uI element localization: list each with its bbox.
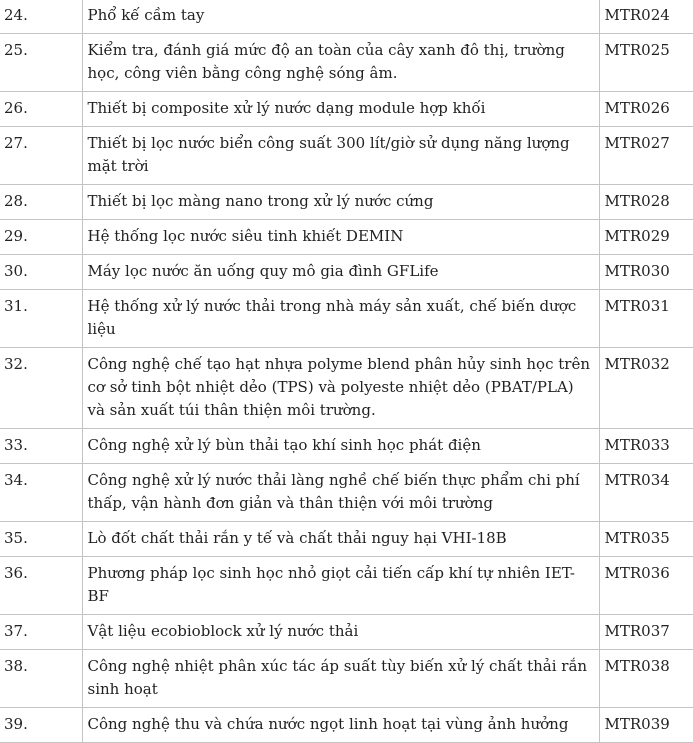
row-number: 30. xyxy=(0,255,82,290)
row-number: 28. xyxy=(0,185,82,220)
technology-name: Công nghệ chế tạo hạt nhựa polyme blend phân hủy sinh học trên cơ sở tinh bột nhiệt dẻo (TPS) và polyeste nhiệt dẻo (PBAT/PLA) và sản xuất túi thân thiện môi trường. xyxy=(82,348,599,429)
row-number: 36. xyxy=(0,557,82,615)
row-number: 31. xyxy=(0,290,82,348)
technology-name: Công nghệ xử lý bùn thải tạo khí sinh học phát điện xyxy=(82,429,599,464)
technology-name: Vật liệu ecobioblock xử lý nước thải xyxy=(82,615,599,650)
table-row xyxy=(0,348,693,429)
row-number: 34. xyxy=(0,464,82,522)
row-number: 29. xyxy=(0,220,82,255)
table-row xyxy=(0,34,693,92)
row-number: 38. xyxy=(0,650,82,708)
table-row xyxy=(0,615,693,650)
technology-name: Hệ thống lọc nước siêu tinh khiết DEMIN xyxy=(82,220,599,255)
technology-code: MTR024 xyxy=(599,0,693,34)
row-number: 24. xyxy=(0,0,82,34)
technology-code: MTR030 xyxy=(599,255,693,290)
technology-name: Lò đốt chất thải rắn y tế và chất thải nguy hại VHI-18B xyxy=(82,522,599,557)
technology-code: MTR034 xyxy=(599,464,693,522)
technology-name: Thiết bị lọc màng nano trong xử lý nước cứng xyxy=(82,185,599,220)
table-row xyxy=(0,522,693,557)
row-number: 35. xyxy=(0,522,82,557)
table-row xyxy=(0,464,693,522)
table-row xyxy=(0,290,693,348)
technology-code: MTR032 xyxy=(599,348,693,429)
technology-name: Hệ thống xử lý nước thải trong nhà máy sản xuất, chế biến dược liệu xyxy=(82,290,599,348)
table-row xyxy=(0,650,693,708)
technology-name: Máy lọc nước ăn uống quy mô gia đình GFLife xyxy=(82,255,599,290)
technology-code: MTR025 xyxy=(599,34,693,92)
row-number: 25. xyxy=(0,34,82,92)
technology-name: Công nghệ thu và chứa nước ngọt linh hoạt tại vùng ảnh hưởng xyxy=(82,708,599,743)
table-row xyxy=(0,127,693,185)
technology-code: MTR036 xyxy=(599,557,693,615)
table-row xyxy=(0,708,693,743)
table-row xyxy=(0,429,693,464)
technology-name: Công nghệ xử lý nước thải làng nghề chế biến thực phẩm chi phí thấp, vận hành đơn giản và thân thiện với môi trường xyxy=(82,464,599,522)
table-row xyxy=(0,0,693,34)
technology-code: MTR026 xyxy=(599,92,693,127)
row-number: 26. xyxy=(0,92,82,127)
technology-name: Phổ kế cầm tay xyxy=(82,0,599,34)
technology-name: Kiểm tra, đánh giá mức độ an toàn của cây xanh đô thị, trường học, công viên bằng công nghệ sóng âm. xyxy=(82,34,599,92)
table-row xyxy=(0,220,693,255)
technology-name: Thiết bị composite xử lý nước dạng module hợp khối xyxy=(82,92,599,127)
row-number: 37. xyxy=(0,615,82,650)
row-number: 39. xyxy=(0,708,82,743)
technology-code: MTR039 xyxy=(599,708,693,743)
table-row xyxy=(0,557,693,615)
technology-name: Thiết bị lọc nước biển công suất 300 lít/giờ sử dụng năng lượng mặt trời xyxy=(82,127,599,185)
technology-code: MTR029 xyxy=(599,220,693,255)
technology-code: MTR035 xyxy=(599,522,693,557)
technology-code: MTR027 xyxy=(599,127,693,185)
technology-code: MTR037 xyxy=(599,615,693,650)
technology-code: MTR028 xyxy=(599,185,693,220)
technology-code: MTR033 xyxy=(599,429,693,464)
row-number: 32. xyxy=(0,348,82,429)
technology-name: Phương pháp lọc sinh học nhỏ giọt cải tiến cấp khí tự nhiên IET-BF xyxy=(82,557,599,615)
table-row xyxy=(0,92,693,127)
technology-code: MTR031 xyxy=(599,290,693,348)
technology-code: MTR038 xyxy=(599,650,693,708)
row-number: 33. xyxy=(0,429,82,464)
table-row xyxy=(0,255,693,290)
table-row xyxy=(0,185,693,220)
technology-name: Công nghệ nhiệt phân xúc tác áp suất tùy biến xử lý chất thải rắn sinh hoạt xyxy=(82,650,599,708)
row-number: 27. xyxy=(0,127,82,185)
